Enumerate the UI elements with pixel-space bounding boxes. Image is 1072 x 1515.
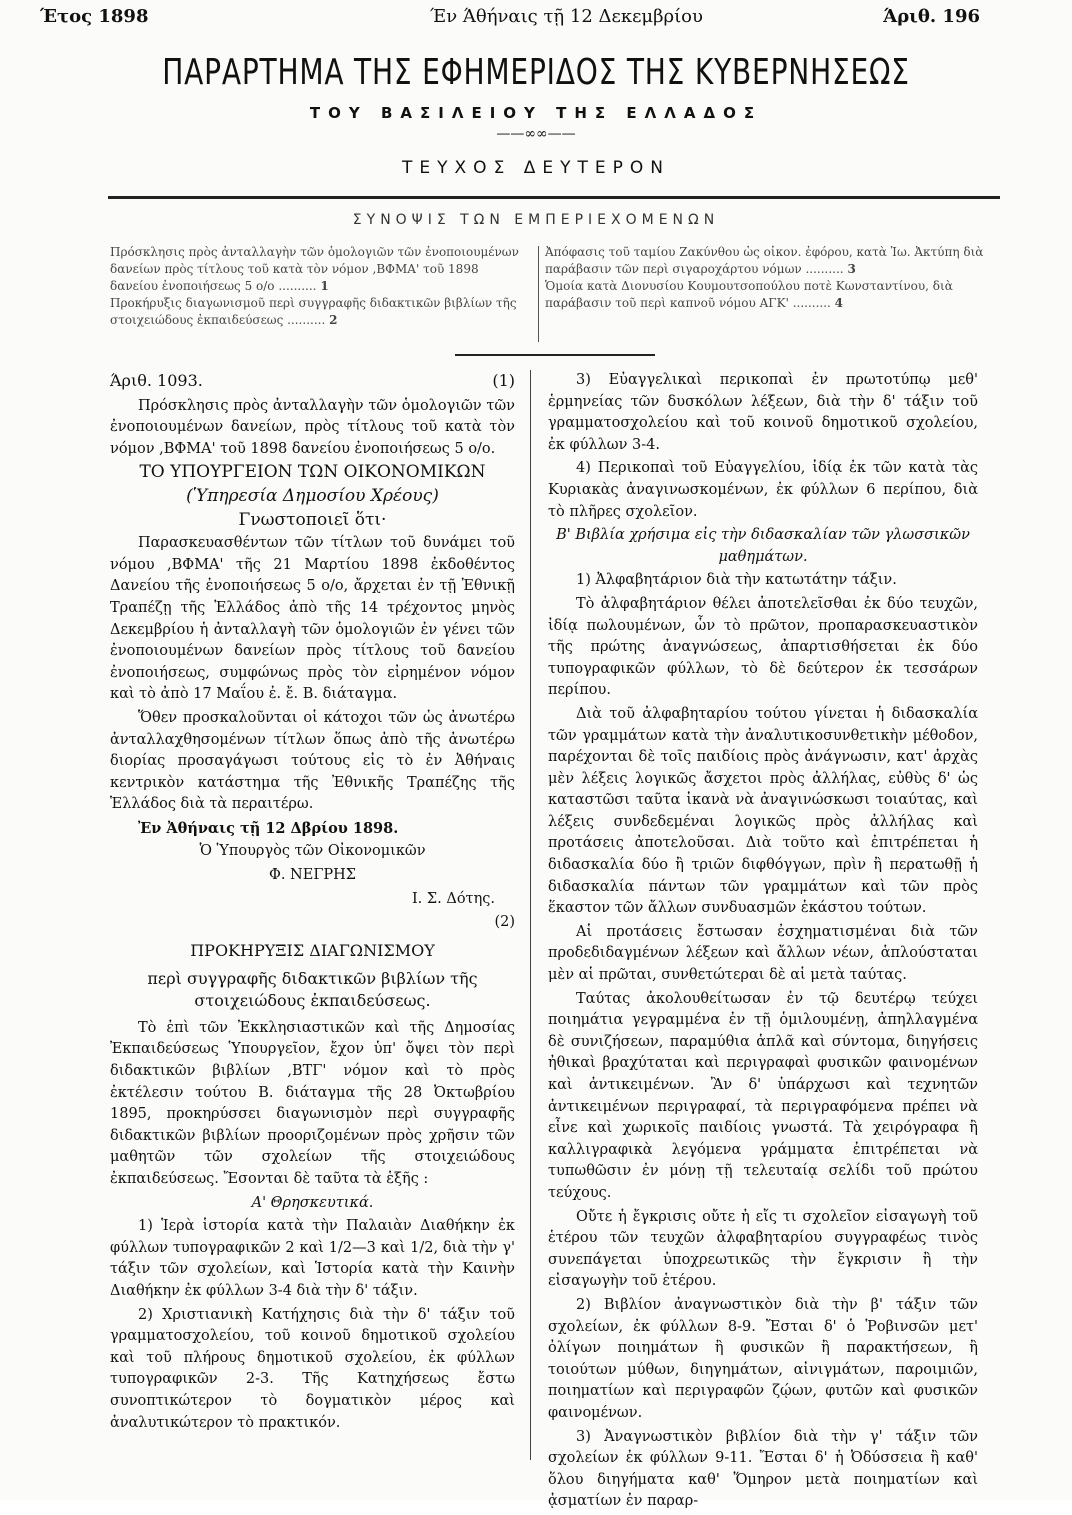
doc1-number-line bbox=[110, 370, 515, 392]
b2-paragraph: 2) Βιβλίον ἀναγνωστικὸν διὰ τὴν β' τάξιν τῶν σχολείων, ἐκ φύλλων 8-9. Ἔσται δ' ὁ Ῥοβινσῶν μετ' ὀλίγων ποιημάτων ἢ φυσικῶν ἢ παρακτήσεων, ἢ τοιούτων μύθων, διηγημάτων, αἰνιγμάτων, παροιμιῶν, ποιηματίων καὶ περιγραφῶν ζῴων, φυτῶν καὶ φυσικῶν φαινομένων. bbox=[548, 1296, 978, 1421]
b1-heading: 1) Ἀλφαβητάριον διὰ τὴν κατωτάτην τάξιν. bbox=[576, 572, 897, 589]
signature-name: Φ. ΝΕΓΡΗΣ bbox=[268, 867, 357, 884]
section-b-heading: Β' Βιβλία χρήσιμα εἰς τὴν διδασκαλίαν τῶν γλωσσικῶν μαθημάτων. bbox=[556, 527, 970, 565]
contents-left bbox=[110, 244, 530, 329]
issue-label: ΤΕΥΧΟΣ ΔΕΥΤΕΡΟΝ bbox=[402, 158, 670, 178]
contents-entry: Ὁμοία κατὰ Διονυσίου Κουμουτσοπούλου ποτὲ Κωνσταντίνου, διὰ παράβασιν τοῦ περὶ καπνοῦ νόμου ΑΓΚ' .......... 4 bbox=[545, 279, 953, 310]
service-heading: (Ὑπηρεσία Δημοσίου Χρέους) bbox=[186, 485, 439, 506]
item-1: 1) Ἱερὰ ἱστορία κατὰ τὴν Παλαιὰν Διαθήκην ἐκ φύλλων τυπογραφικῶν 2 καὶ 1/2—3 καὶ 1/2, διὰ τὴν γ' τάξιν τῶν σχολείων, καὶ Ἱστορία κατὰ τὴν Καινὴν Διαθήκην ἐκ φύλλων 3-4 διὰ τὴν δ' τάξιν. bbox=[110, 1218, 515, 1299]
b1-paragraph-5: Οὔτε ἡ ἔγκρισις οὔτε ἡ εἴς τι σχολεῖον εἰσαγωγὴ τοῦ ἑτέρου τῶν τευχῶν ἀλφαβηταρίου συγγραφέως τινὸς συνεπάγεται ὑποχρεωτικῶς τὴν ἔγκρισιν ἢ τὴν εἰσαγωγὴν τοῦ ἑτέρου. bbox=[548, 1208, 978, 1290]
header-rule bbox=[108, 196, 1000, 199]
contents-right bbox=[545, 244, 985, 312]
doc1-date: Ἐν Ἀθήναις τῇ 12 Δβρίου 1898. bbox=[138, 819, 399, 837]
masthead-title: ΠΑΡΑΡΤΗΜΑ ΤΗΣ ΕΦΗΜΕΡΙΔΟΣ ΤΗΣ ΚΥΒΕΡΝΗΣΕΩΣ bbox=[162, 52, 910, 93]
left-column bbox=[110, 370, 515, 1436]
masthead-subtitle: ΤΟΥ ΒΑΣΙΛΕΙΟΥ ΤΗΣ ΕΛΛΑΔΟΣ bbox=[309, 104, 763, 122]
b1-paragraph-2: Διὰ τοῦ ἀλφαβηταρίου τούτου γίνεται ἡ διδασκαλία τῶν γραμμάτων κατὰ τὴν ἀναλυτικοσυνθετικὴν μέθοδον, παρέχονται δὲ τοῖς παιδίοις πρὸς ἀνάγνωσιν, κατ' ἀρχὰς μὲν λέξεις λογικῶς ἄσχετοι πρὸς ἀλλήλας, εὐθὺς δ' ὡς καταστῶσι ταῦτα ἱκανὰ νὰ ἀναγινώσκωσι τοιαύτας, καὶ λέξεις συνδεδεμέναι λογικῶς πρὸς ἀλλήλας καὶ προτάσεις ἀποτελοῦσαι. Διὰ τοῦτο καὶ ἐπιτρέπεται ἡ διδασκαλία δύο ἢ τριῶν διφθόγγων, πρὶν ἢ περατωθῇ ἡ διδασκαλία πάντων τῶν γραμμάτων καὶ τῶν πρὸς ἕκαστον τῶν ἄλλων συνδυασμῶν ἑκάστου τούτων. bbox=[548, 705, 978, 917]
b1-paragraph-4: Ταύτας ἀκολουθείτωσαν ἐν τῷ δευτέρῳ τεύχει ποιημάτια γεγραμμένα ἐν τῇ ὁμιλουμένῃ, ἀπηλλαγμένα δὲ συνιζήσεων, παραμύθια ἁπλᾶ καὶ σύντομα, διηγήσεις ἠθικαὶ βραχύταται καὶ περιγραφαὶ φυσικῶν φαινομένων καὶ ἀντικειμένων. Ἂν δ' ὑπάρχωσι καὶ τεχνητῶν ἀντικειμένων περιγραφαί, τὰ περιγραφόμενα πρέπει νὰ εἶνε καὶ χωρικοῖς παιδίοις γνωστά. Τὰ χειρόγραφα ἢ καλλιγραφικὰ λεγόμενα γράμματα ἐπιτρέπεται νὰ τυπωθῶσιν ἐν μόνῃ τῇ τελευταίᾳ σελίδι τοῦ πρώτου τεύχους. bbox=[548, 990, 978, 1201]
header-year: Έτος 1898 bbox=[40, 6, 149, 27]
section-a-heading: Α' Θρησκευτικά. bbox=[251, 1194, 374, 1211]
contents-heading: ΣΥΝΟΨΙΣ ΤΩΝ ΕΜΠΕΡΙΕΧΟΜΕΝΩΝ bbox=[352, 212, 720, 228]
right-column bbox=[548, 370, 978, 1515]
column-divider bbox=[530, 370, 531, 1460]
doc1-number: Άριθ. 1093. bbox=[110, 371, 203, 390]
doc1-summary: Πρόσκλησις πρὸς ἀνταλλαγὴν τῶν ὁμολογιῶν τῶν ἐνοποιουμένων δανείων, πρὸς τίτλους τοῦ κατὰ τὸν νόμον ,ΒΦΜΑ' τοῦ 1898 δανείου ἐνοποιήσεως 5 ο/ο. bbox=[110, 397, 515, 457]
header-issue-number: Άριθ. 196 bbox=[883, 6, 980, 27]
doc1-paragraph-2: Ὅθεν προσκαλοῦνται οἱ κάτοχοι τῶν ὡς ἀνωτέρω ἀνταλλαχθησομένων τίτλων ὅπως ἀπὸ τῆς ἀνωτέρω διορίας προσαγάγωσι τούτους εἰς τὸ ἐν Ἀθήναις κεντρικὸν κατάστημα τῆς Ἐθνικῆς Τραπέζης τῆς Ἑλλάδος διὰ τὰ περαιτέρω. bbox=[110, 709, 515, 813]
b1-paragraph-1: Τὸ ἀλφαβητάριον θέλει ἀποτελεῖσθαι ἐκ δύο τευχῶν, ἰδίᾳ πωλουμένων, ὧν τὸ πρῶτον, προπαρασκευαστικὸν τῆς πρώτης ἀναγνώσεως, ἀπαρτισθήσεται ἐκ δύο τυπογραφικῶν φύλλων, τὸ δὲ δεύτερον ἐκ τεσσάρων περίπου. bbox=[548, 595, 978, 699]
b3-paragraph: 3) Ἀναγνωστικὸν βιβλίον διὰ τὴν γ' τάξιν τῶν σχολείων ἐκ φύλλων 9-11. Ἔσται δ' ἡ Ὀδύσσεια ἢ καθ' ὅλου διηγήματα καθ' Ὅμηρον μετὰ ποιηματίων καὶ ᾀσματίων ἐν παραρ- bbox=[548, 1428, 978, 1510]
doc2-subtitle: περὶ συγγραφῆς διδακτικῶν βιβλίων τῆς στοιχειώδους ἐκπαιδεύσεως. bbox=[147, 968, 478, 1010]
contents-entry: Προκήρυξις διαγωνισμοῦ περὶ συγγραφῆς διδακτικῶν βιβλίων τῆς στοιχειώδους ἐκπαιδεύσεως .......... 2 bbox=[110, 296, 517, 327]
item-4: 4) Περικοπαὶ τοῦ Εὐαγγελίου, ἰδίᾳ ἐκ τῶν κατὰ τὰς Κυριακὰς ἀναγινωσκομένων, ἐκ φύλλων 6 περίπου, διὰ τὸ πλῆρες σχολεῖον. bbox=[548, 460, 978, 520]
header-place-date: Έν Άθήναις τῇ 12 Δεκεμβρίου bbox=[430, 6, 703, 27]
contents-rule bbox=[455, 354, 655, 356]
contents-entry: Πρόσκλησις πρὸς ἀνταλλαγὴν τῶν ὁμολογιῶν τῶν ἐνοποιουμένων δανείων πρὸς τίτλους τοῦ κατὰ τὸν νόμον ,ΒΦΜΑ' τοῦ 1898 δανείου ἐνοποιήσεως 5 ο/ο .......... 1 bbox=[110, 245, 519, 293]
b1-paragraph-3: Αἱ προτάσεις ἔστωσαν ἐσχηματισμέναι διὰ τῶν προδεδιδαγμένων λέξεων καὶ ἄλλων νέων, ἁπλούσταται μὲν αἱ πρῶται, συνθετώτεραι δὲ αἱ μετὰ ταύτας. bbox=[548, 923, 978, 984]
announces: Γνωστοποιεῖ ὅτι· bbox=[238, 509, 387, 530]
doc2-paragraph: Τὸ ἐπὶ τῶν Ἐκκλησιαστικῶν καὶ τῆς Δημοσίας Ἐκπαιδεύσεως Ὑπουργεῖον, ἔχον ὑπ' ὄψει τὸν περὶ διδακτικῶν βιβλίων ,ΒΤΓ' νόμον καὶ τὸ πρὸς ἐκτέλεσιν τούτου Β. διάταγμα τῆς 28 Ὀκτωβρίου 1895, προκηρύσσει διαγωνισμὸν περὶ συγγραφῆς διδακτικῶν βιβλίων προοριζομένων πρὸς χρῆσιν τῶν μαθητῶν τῶν σχολείων τῆς στοιχειώδους ἐκπαιδεύσεως. Ἔσονται δὲ ταῦτα τὰ ἑξῆς : bbox=[110, 1019, 515, 1187]
signature-second: Ι. Σ. Δότης. bbox=[411, 890, 495, 907]
item-2: 2) Χριστιανικὴ Κατήχησις διὰ τὴν δ' τάξιν τοῦ γραμματοσχολείου, τοῦ κοινοῦ δημοτικοῦ σχολείου καὶ τοῦ πλήρους δημοτικοῦ σχολείου, ἐκ φύλλων τυπογραφικῶν 2-3. Τῆς Κατηχήσεως ἔστω συνοπτικώτερον τὸ δογματικὸν μέρος καὶ ἀναλυτικώτερον τὸ πρακτικόν. bbox=[110, 1306, 515, 1431]
doc2-title: ΠΡΟΚΗΡΥΞΙΣ ΔΙΑΓΩΝΙΣΜΟΥ bbox=[190, 940, 435, 960]
ministry-heading: ΤΟ ΥΠΟΥΡΓΕΙΟΝ ΤΩΝ ΟΙΚΟΝΟΜΙΚΩΝ bbox=[139, 462, 486, 483]
doc1-paragraph-1: Παρασκευασθέντων τῶν τίτλων τοῦ δυνάμει τοῦ νόμου ,ΒΦΜΑ' τῆς 21 Μαρτίου 1898 ἐκδοθέντος Δανείου τῆς ἐνοποιήσεως 5 ο/ο, ἄρχεται ἐν τῇ Ἐθνικῇ Τραπέζῃ τῆς Ἑλλάδος ἀπὸ τῆς 14 τρέχοντος μηνὸς Δεκεμβρίου ἡ ἀνταλλαγὴ τῶν ὁμολογιῶν ἐν γένει τῶν ἐνοποιουμένων δανείων πρὸς τίτλους τοῦ δανείου ἐνοποιήσεως, συμφώνως πρὸς τὸν εἰρημένον νόμον καὶ τὸ ἀπὸ 17 Μαΐου ἐ. ἔ. Β. διάταγμα. bbox=[110, 535, 515, 703]
signature-title: Ὁ Ὑπουργὸς τῶν Οἰκονομικῶν bbox=[199, 843, 426, 860]
doc2-mark: (2) bbox=[494, 914, 515, 931]
item-3: 3) Εὐαγγελικαὶ περικοπαὶ ἐν πρωτοτύπῳ μεθ' ἑρμηνείας τῶν δυσκόλων λέξεων, διὰ τὴν δ' τάξιν τοῦ γραμματοσχολείου καὶ τοῦ κοινοῦ δημοτικοῦ σχολείου, ἐκ φύλλων 3-4. bbox=[548, 372, 978, 453]
contents-entry: Ἀπόφασις τοῦ ταμίου Ζακύνθου ὡς οἰκον. ἐφόρου, κατὰ Ἰω. Ἀκτύπη διὰ παράβασιν τῶν περὶ σιγαροχάρτου νόμων .......... 3 bbox=[545, 245, 984, 276]
contents-divider bbox=[538, 246, 539, 342]
masthead-flourish: ——∞∞—— bbox=[496, 126, 576, 142]
doc1-mark: (1) bbox=[492, 371, 515, 390]
